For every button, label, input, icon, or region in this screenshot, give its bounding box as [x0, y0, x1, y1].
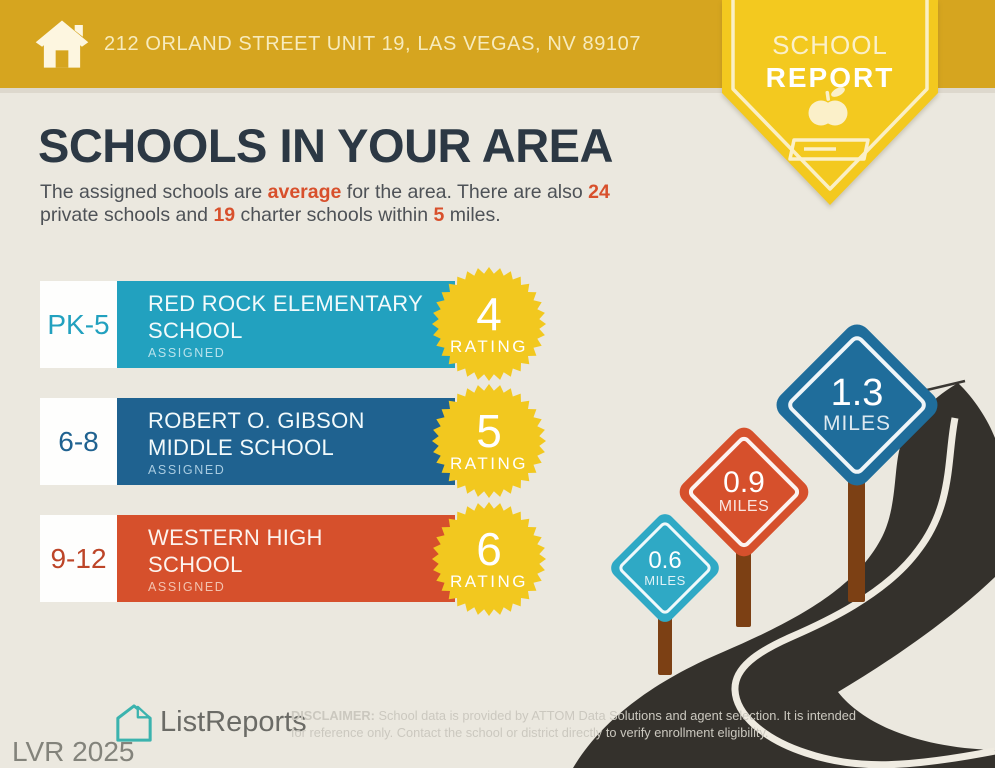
lvr-watermark: LVR 2025 [12, 736, 135, 767]
intro-text: charter schools within [235, 203, 434, 226]
rating-value: 5 [476, 404, 502, 457]
distance-value: 0.6 [648, 546, 682, 574]
school-name: RED ROCK ELEMENTARY SCHOOL [148, 291, 424, 343]
distance-value: 0.9 [723, 466, 765, 499]
disclaimer [291, 707, 891, 741]
disclaimer-label: DISCLAIMER: [291, 708, 375, 723]
distance-unit: MILES [644, 572, 686, 588]
distance-sign-1-3-miles [796, 344, 918, 466]
school-name: WESTERN HIGH SCHOOL [148, 525, 323, 577]
disclaimer-line-2: for reference only. Contact the school or district directly to verify enrollment eligibility. [291, 725, 769, 740]
distance-value: 1.3 [830, 372, 884, 414]
rating-value: 4 [476, 287, 502, 340]
intro-highlight-charter-count: 19 [213, 203, 236, 226]
assigned-label: ASSIGNED [148, 580, 226, 594]
intro-highlight-private-count: 24 [588, 181, 610, 203]
diamond-shape [771, 319, 944, 492]
rating-value: 6 [476, 522, 502, 575]
intro-highlight-miles: 5 [433, 203, 445, 226]
grade-range: PK-5 [40, 281, 117, 368]
grade-range: 6-8 [40, 398, 117, 485]
ribbon-line-report: REPORT [765, 62, 895, 93]
rating-label: RATING [450, 453, 528, 473]
distance-unit: MILES [822, 412, 892, 435]
disclaimer-line-1: DISCLAIMER: School data is provided by ATTOM Data Solutions and agent selection. It is intended [291, 708, 857, 723]
ribbon-line-school: SCHOOL [772, 30, 888, 60]
sign-post [848, 466, 865, 602]
intro-text: for the area. There are also [341, 181, 589, 203]
distance-sign-0-6-miles [624, 527, 706, 609]
rating-label: RATING [450, 336, 528, 356]
ribbon-text [722, 0, 938, 94]
assigned-label: ASSIGNED [148, 463, 226, 477]
school-name: ROBERT O. GIBSON MIDDLE SCHOOL [148, 408, 365, 460]
page-title: SCHOOLS IN YOUR AREA [38, 119, 613, 172]
intro-text: The assigned schools are [40, 181, 268, 203]
listreports-brand: ListReports [160, 706, 307, 738]
rating-label: RATING [450, 571, 528, 591]
assigned-label: ASSIGNED [148, 346, 226, 360]
intro-text: miles. [444, 203, 501, 226]
property-address: 212 ORLAND STREET UNIT 19, LAS VEGAS, NV 89107 [104, 32, 642, 55]
intro-highlight-average: average [267, 181, 342, 203]
intro-text: private schools and [40, 203, 214, 226]
distance-unit: MILES [718, 498, 770, 515]
grade-range: 9-12 [40, 515, 117, 602]
diamond-shape [675, 423, 814, 562]
distance-sign-0-9-miles [695, 443, 793, 541]
